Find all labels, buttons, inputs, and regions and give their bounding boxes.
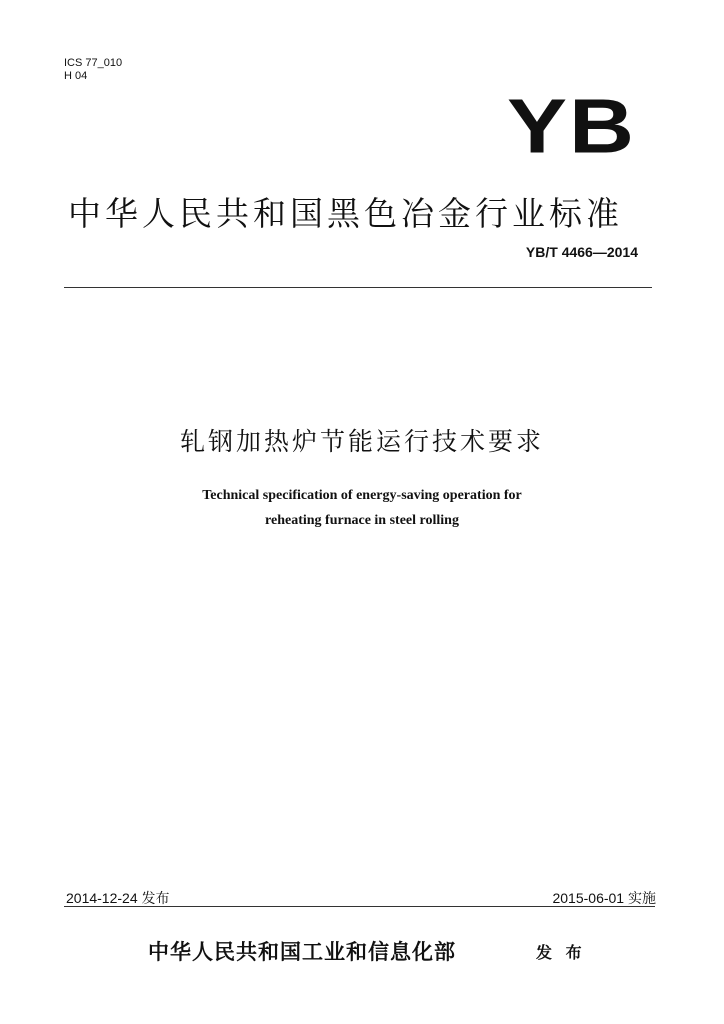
release-date: 2014-12-24 发布 xyxy=(66,890,170,906)
ccs-code: H 04 xyxy=(64,70,88,82)
implementation-date: 2015-06-01 实施 xyxy=(552,890,656,906)
yb-logo: YB xyxy=(506,83,636,170)
title-en-line-1: Technical specification of energy-saving operation for xyxy=(202,488,522,503)
footer-divider xyxy=(64,906,655,907)
document-title-en xyxy=(0,483,724,533)
document-title-zh: 轧钢加热炉节能运行技术要求 xyxy=(179,427,544,456)
publisher-name: 中华人民共和国工业和信息化部 xyxy=(148,939,456,964)
title-en-line-2: reheating furnace in steel rolling xyxy=(265,513,459,528)
industry-standard-title: 中华人民共和国黑色冶金行业标准 xyxy=(68,194,623,233)
header-divider xyxy=(64,287,652,288)
publish-label: 发 布 xyxy=(536,943,586,962)
classification-codes xyxy=(64,57,122,83)
standard-number: YB/T 4466—2014 xyxy=(525,244,638,260)
ics-code: ICS 77_010 xyxy=(64,57,123,69)
